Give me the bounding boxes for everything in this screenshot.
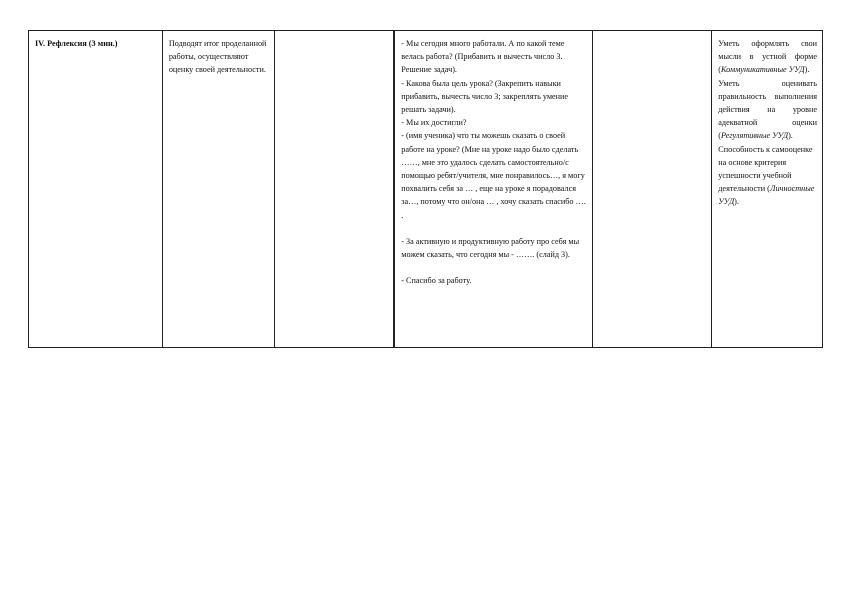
teacher-activity-cell — [394, 31, 592, 348]
teacher-line: - За активную и продуктивную работу про себя мы можем сказать, что сегодня мы - ……. (слайд 3). — [401, 236, 580, 260]
student-activity-text: Подводят итог проделанной работы, осуществляют оценку своей деятельности. — [168, 39, 267, 75]
lesson-plan-table — [28, 30, 823, 348]
stage-cell — [29, 31, 163, 348]
uud-regulative: Уметь оценивать правильность выполнения действия на уровне адекватной оценки (Регулятивные УУД). — [718, 78, 817, 141]
teacher-line: - Мы сегодня много работали. А по какой теме велась работа? (Прибавить и вычесть число 3. Решение задач). — [401, 39, 565, 75]
empty-cell-a — [274, 31, 394, 348]
stage-title: IV. Рефлексия (3 мин.) — [35, 39, 118, 48]
uud-communicative: Уметь оформлять свои мысли в устной форме (Коммуникативные УУД). — [718, 39, 817, 75]
teacher-line: - Какова была цель урока? (Закрепить навыки прибавить, вычесть число 3; закреплять умение решать задачи). — [401, 78, 569, 115]
uud-personal: Способность к самооценке на основе критерия успешности учебной деятельности (Личностные УУД). — [718, 144, 815, 207]
empty-cell-b — [592, 31, 712, 348]
student-activity-cell — [162, 31, 274, 348]
table-row — [29, 31, 823, 348]
teacher-line: - Спасибо за работу. — [401, 276, 472, 286]
teacher-line: - Мы их достигли? — [401, 118, 467, 128]
teacher-line: - (имя ученика) что ты можешь сказать о своей работе на уроке? (Мне на уроке надо было сделать ……, мне это удалось сделать самостоятельно/с помощью ребят/учителя, мне понравилось…, я могу похвалить себя за … , еще на уроке я порадовался за…, потому что он/она … , хочу сказать спасибо …. . — [401, 131, 586, 220]
uud-cell — [712, 31, 823, 348]
